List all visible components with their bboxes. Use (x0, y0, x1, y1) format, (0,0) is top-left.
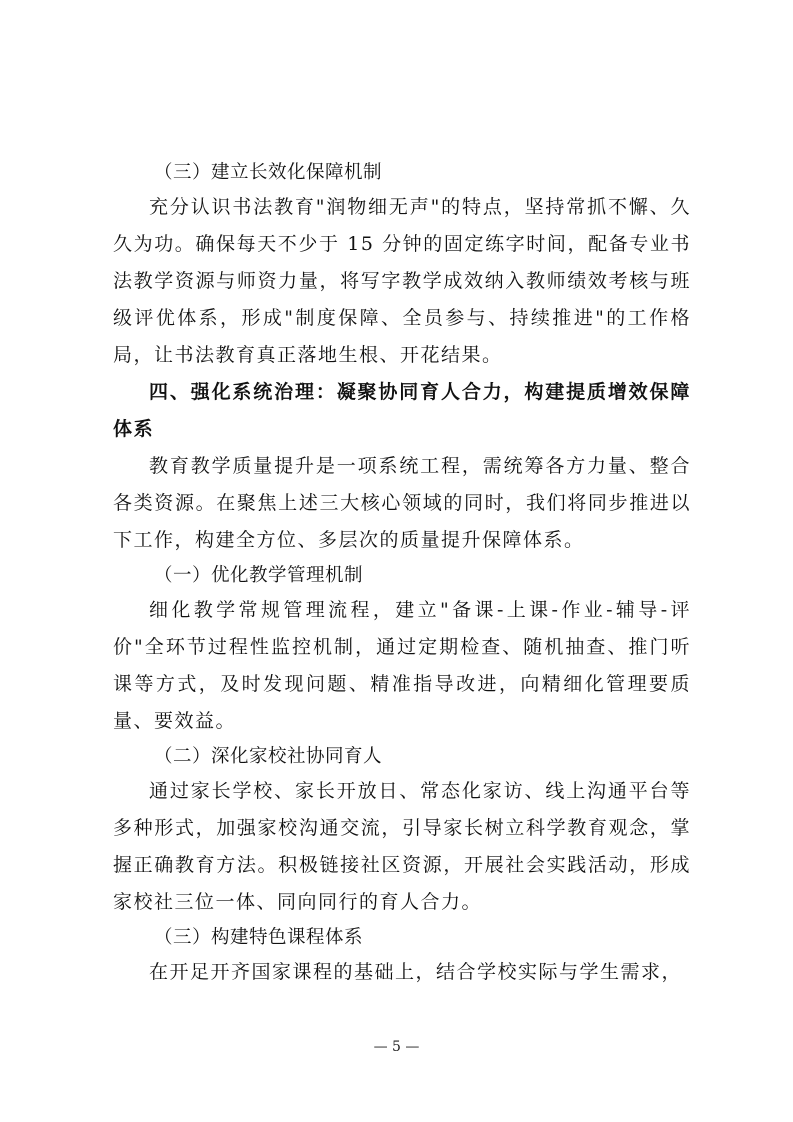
page-number: — 5 — (373, 1039, 420, 1055)
paragraph-teaching-management: 细化教学常规管理流程，建立"备课-上课-作业-辅导-评价"全环节过程性监控机制，通过定期检查、随机抽查、推门听课等方式，及时发现问题、精准指导改进，向精细化管理要质量、要效益。 (113, 599, 691, 732)
paragraph-featured-curriculum: 在开足开齐国家课程的基础上，结合学校实际与学生需求， (149, 961, 683, 983)
section-heading-home-school-community: （二）深化家校社协同育人 (154, 746, 383, 767)
section-heading-featured-curriculum: （三）构建特色课程体系 (154, 927, 364, 948)
paragraph-system-engineering: 教育教学质量提升是一项系统工程，需统筹各方力量、整合各类资源。在聚焦上述三大核心领域的同时，我们将同步推进以下工作，构建全方位、多层次的质量提升保障体系。 (113, 455, 691, 551)
chapter-heading-system-governance: 四、强化系统治理：凝聚协同育人合力，构建提质增效保障体系 (113, 381, 691, 440)
section-heading-long-term-mechanism: （三）建立长效化保障机制 (154, 162, 383, 183)
document-body (113, 156, 691, 991)
paragraph-home-school-community: 通过家长学校、家长开放日、常态化家访、线上沟通平台等多种形式，加强家校沟通交流，引导家长树立科学教育观念，掌握正确教育方法。积极链接社区资源，开展社会实践活动，形成家校社三位一体、同向同行的育人合力。 (113, 780, 691, 913)
section-heading-teaching-management: （一）优化教学管理机制 (154, 565, 364, 586)
paragraph-calligraphy-mechanism: 充分认识书法教育"润物细无声"的特点，坚持常抓不懈、久久为功。确保每天不少于 15 分钟的固定练字时间，配备专业书法教学资源与师资力量，将写字教学成效纳入教师绩效考核与班级评优体系，形成"制度保障、全员参与、持续推进"的工作格局，让书法教育真正落地生根、开花结果。 (113, 196, 691, 366)
